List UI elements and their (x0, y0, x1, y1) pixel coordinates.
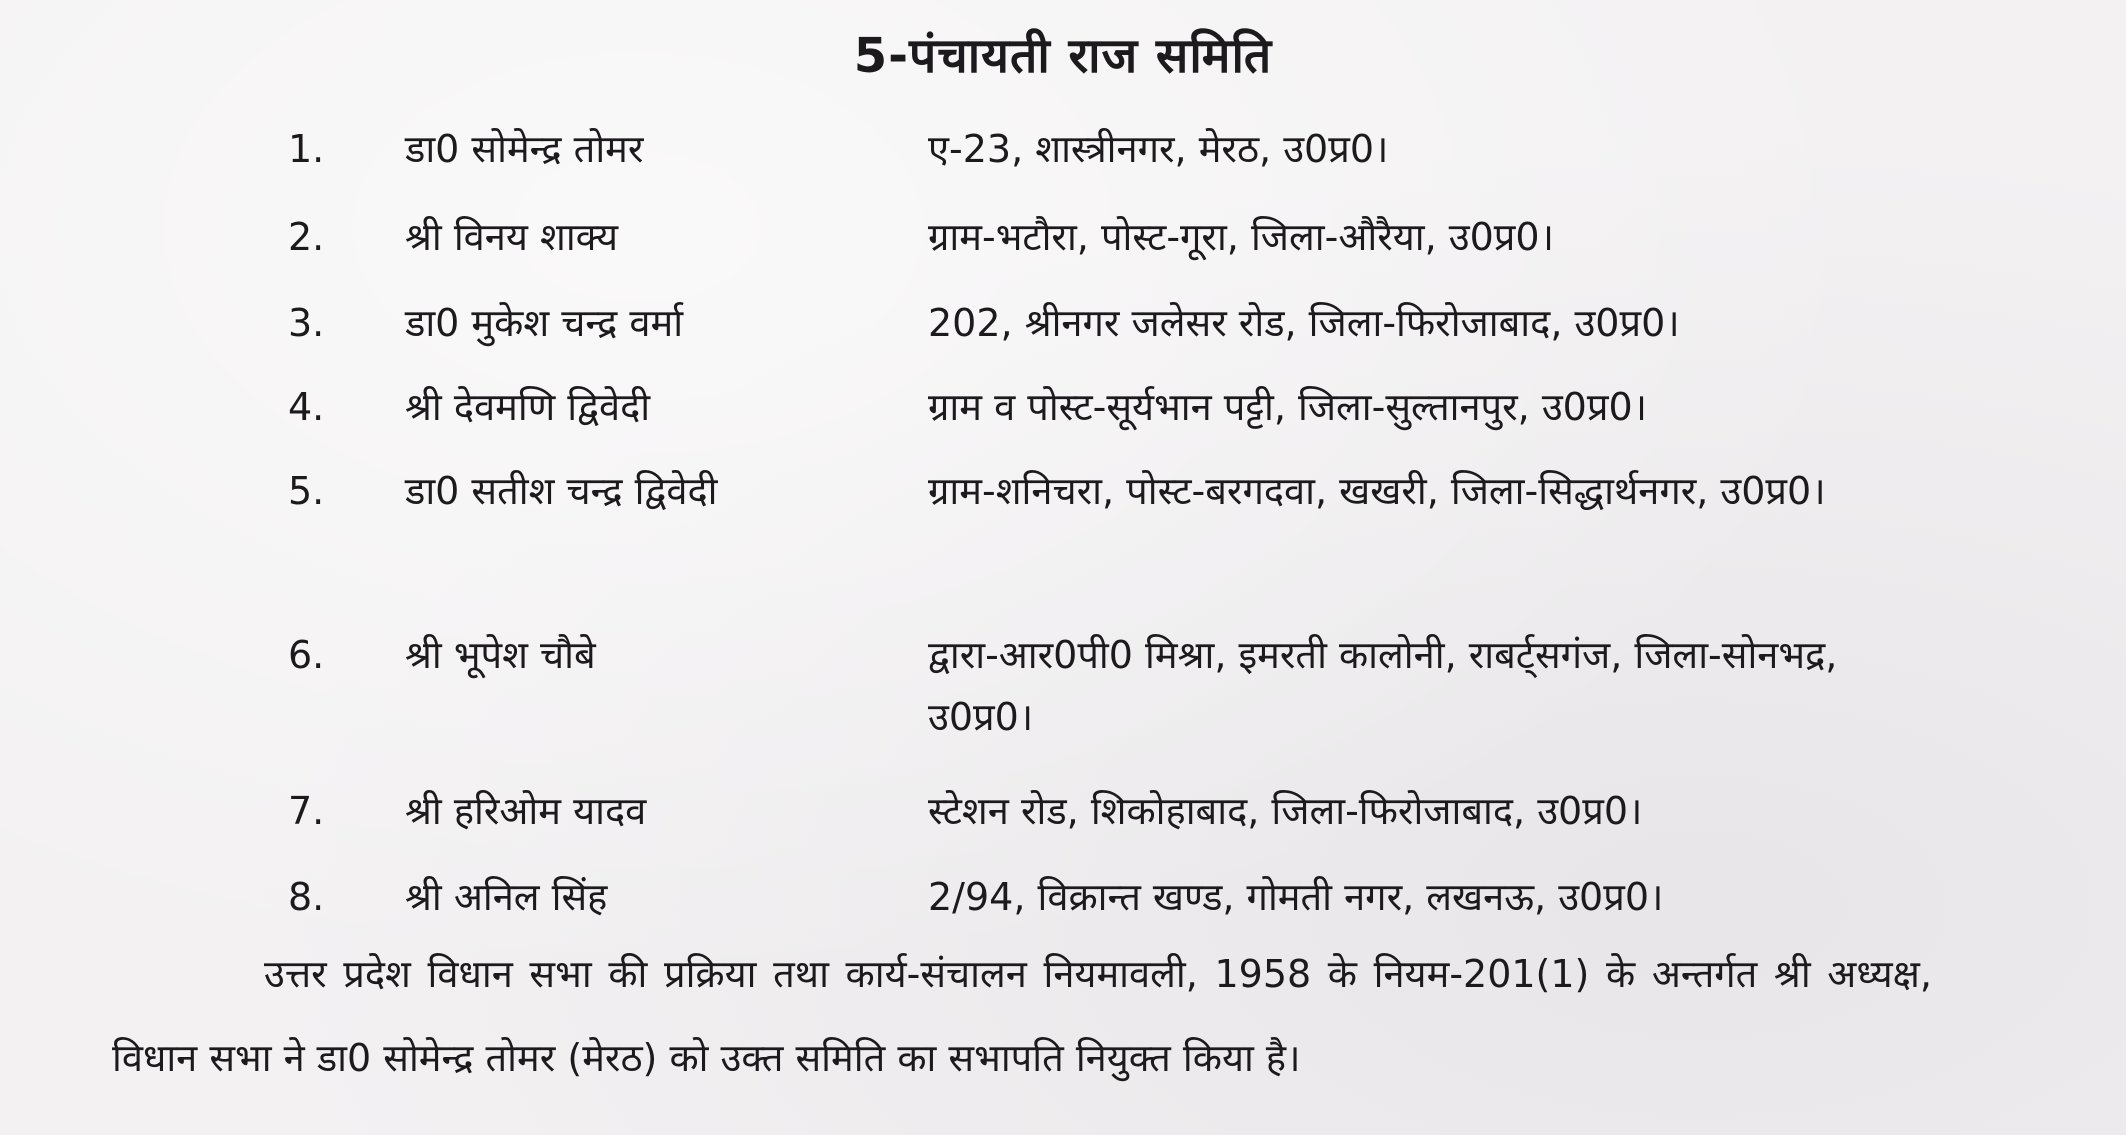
member-row (0, 460, 2126, 624)
member-address: ग्राम-भटौरा, पोस्ट-गूरा, जिला-औरैया, उ0प्र0। (928, 215, 1554, 259)
member-number: 4. (288, 385, 325, 429)
committee-title: 5-पंचायती राज समिति (853, 28, 1273, 84)
member-number: 2. (288, 215, 325, 259)
member-row (0, 292, 2126, 376)
member-name: डा0 सोमेन्द्र तोमर (405, 127, 644, 171)
member-address: 2/94, विक्रान्त खण्ड, गोमती नगर, लखनऊ, उ0प्र0। (928, 875, 1664, 919)
member-name: श्री हरिओम यादव (405, 789, 647, 833)
member-number: 5. (288, 469, 325, 513)
member-address: 202, श्रीनगर जलेसर रोड, जिला-फिरोजाबाद, उ0प्र0। (928, 301, 1680, 345)
member-address: स्टेशन रोड, शिकोहाबाद, जिला-फिरोजाबाद, उ0प्र0। (928, 789, 1643, 833)
member-row (0, 118, 2126, 206)
member-name: श्री देवमणि द्विवेदी (405, 385, 651, 429)
member-name: श्री भूपेश चौबे (405, 633, 596, 677)
member-number: 8. (288, 875, 325, 919)
member-number: 6. (288, 633, 325, 677)
member-name: डा0 सतीश चन्द्र द्विवेदी (405, 469, 718, 513)
member-address: ए-23, शास्त्रीनगर, मेरठ, उ0प्र0। (928, 127, 1389, 171)
member-list (0, 118, 2126, 952)
member-number: 7. (288, 789, 325, 833)
member-address: द्वारा-आर0पी0 मिश्रा, इमरती कालोनी, राबर्ट्सगंज, जिला-सोनभद्र, उ0प्र0। (928, 633, 1838, 739)
member-number: 1. (288, 127, 325, 171)
member-row (0, 780, 2126, 866)
member-address: ग्राम व पोस्ट-सूर्यभान पट्टी, जिला-सुल्तानपुर, उ0प्र0। (928, 385, 1648, 429)
member-row (0, 376, 2126, 460)
chairman-notice: उत्तर प्रदेश विधान सभा की प्रक्रिया तथा कार्य-संचालन नियमावली, 1958 के नियम-201(1) के अन्तर्गत श्री अध्यक्ष, विधान सभा ने डा0 सोमेन्द्र तोमर (मेरठ) को उक्त समिति का सभापति नियुक्त किया है। (112, 952, 1932, 1080)
member-name: श्री विनय शाक्य (405, 215, 619, 259)
member-address: ग्राम-शनिचरा, पोस्ट-बरगदवा, खखरी, जिला-सिद्धार्थनगर, उ0प्र0। (928, 469, 1826, 513)
member-name: श्री अनिल सिंह (405, 875, 608, 919)
member-row (0, 624, 2126, 780)
member-name: डा0 मुकेश चन्द्र वर्मा (405, 301, 684, 345)
member-number: 3. (288, 301, 325, 345)
member-row (0, 206, 2126, 292)
